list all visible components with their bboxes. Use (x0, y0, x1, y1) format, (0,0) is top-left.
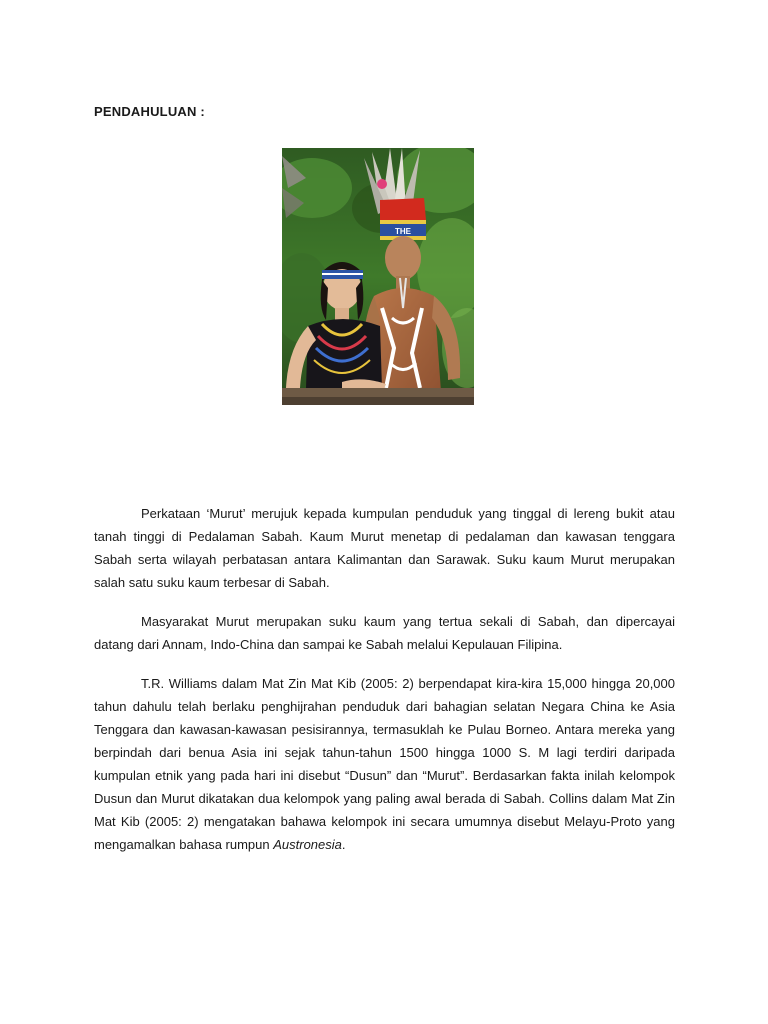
paragraph (94, 672, 675, 856)
italic-term: Austronesia (273, 837, 342, 852)
photo-illustration (282, 148, 474, 405)
paragraph (94, 502, 675, 594)
paragraph-text: Perkataan ‘Murut’ merujuk kepada kumpulan penduduk yang tinggal di lereng bukit atau tanah tinggi di Pedalaman Sabah. Kaum Murut menetap di pedalaman dan kawasan tenggara Sabah serta wilayah perbatasan antara Kalimantan dan Sarawak. Suku kaum Murut merupakan salah satu suku kaum terbesar di Sabah. (94, 506, 675, 590)
body-text (94, 502, 675, 856)
paragraph-text: T.R. Williams dalam Mat Zin Mat Kib (2005: 2) berpendapat kira-kira 15,000 hingga 20,000 tahun dahulu telah berlaku penghijrahan penduduk dari bahagian selatan Negara China ke Asia Tenggara dan kawasan-kawasan pesisirannya, termasuklah ke Pulau Borneo. Antara mereka yang berpindah dari benua Asia ini sejak tahun-tahun 1500 hingga 1000 S. M lagi terdiri daripada kumpulan etnik yang pada hari ini disebut “Dusun” dan “Murut”. Berdasarkan fakta inilah kelompok Dusun dan Murut dikatakan dua kelompok yang paling awal berada di Sabah. Collins dalam Mat Zin Mat Kib (2005: 2) mengatakan bahawa kelompok ini secara umumnya disebut Melayu-Proto yang mengamalkan bahasa rumpun (94, 676, 675, 852)
headband-text: THE (395, 227, 411, 236)
section-heading: PENDAHULUAN : (94, 104, 205, 119)
murut-couple-photo (282, 148, 474, 405)
paragraph-end: . (341, 837, 346, 852)
paragraph-text: Masyarakat Murut merupakan suku kaum yang tertua sekali di Sabah, dan dipercayai datang dari Annam, Indo-China dan sampai ke Sabah melalui Kepulauan Filipina. (94, 614, 675, 652)
paragraph (94, 610, 675, 656)
